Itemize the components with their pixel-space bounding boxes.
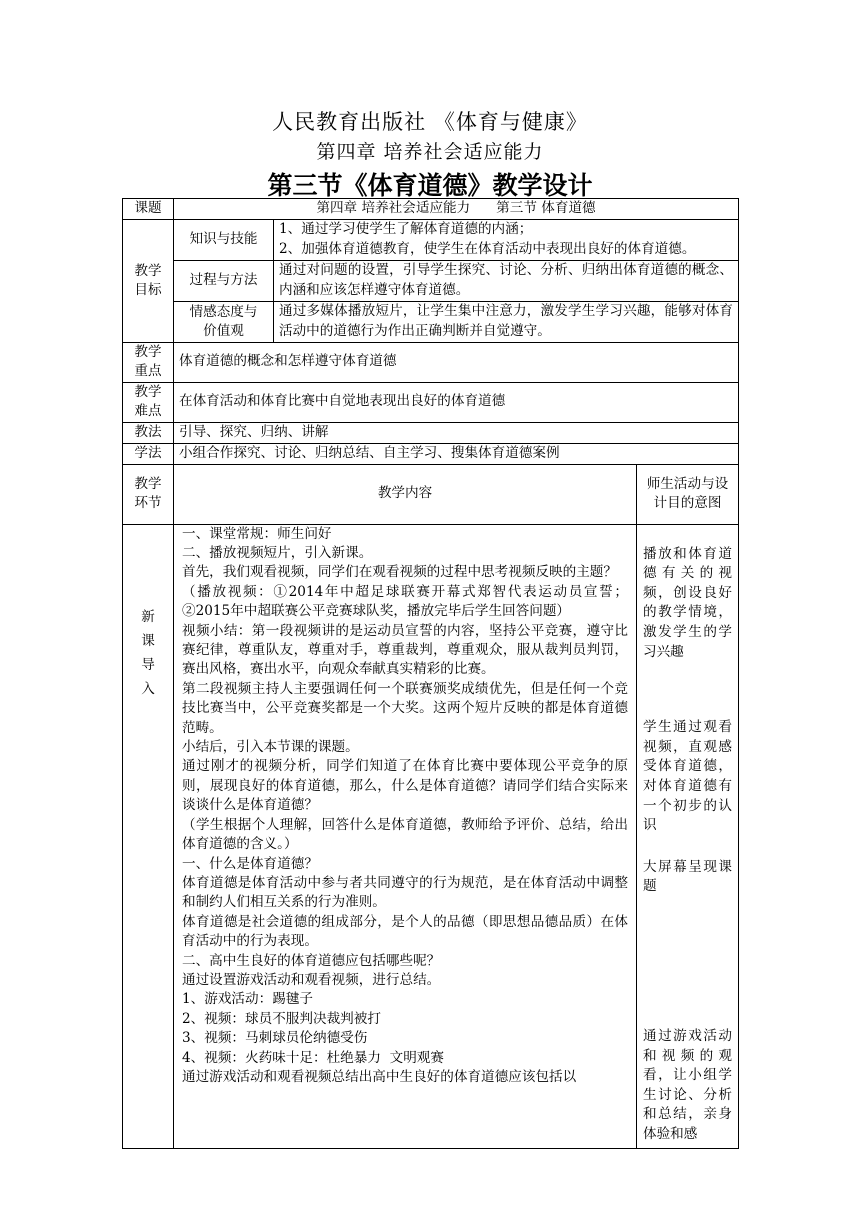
intro-line: 一、课堂常规：师生问好	[182, 525, 332, 542]
difficulty-row	[123, 382, 739, 422]
goal-row-process	[123, 260, 739, 301]
key-point-label: 教学 重点	[123, 342, 174, 382]
method-value: 引导、探究、归纳、讲解	[174, 422, 739, 443]
goal-text-process: 通过对问题的设置，引导学生探究、讨论、分析、归纳出体育道德的概念、内涵和应该怎样遵守体育道德。	[274, 260, 739, 301]
goal-label-knowledge: 知识与技能	[174, 219, 274, 260]
intro-line: 通过游戏活动和观看视频总结出高中生良好的体育道德应该包括以	[182, 1068, 577, 1085]
intro-line: 2、视频：球员不服判决裁判被打	[182, 1010, 381, 1027]
goal-text-knowledge: 1、通过学习使学生了解体育道德的内涵； 2、加强体育道德教育，使学生在体育活动中表现出良好的体育道德。	[274, 219, 739, 260]
goal-label-process: 过程与方法	[174, 260, 274, 301]
topic-row	[123, 199, 739, 220]
intro-line: 通过刚才的视频分析，同学们知道了在体育比赛中要体现公平竞争的原则，展现良好的体育道德，那么，什么是体育道德？请同学们结合实际来谈谈什么是体育道德？	[182, 758, 628, 814]
publisher-line: 人民教育出版社 《体育与健康》	[272, 110, 588, 134]
intro-line: 通过设置游戏活动和观看视频，进行总结。	[182, 971, 441, 988]
activity-note-1: 播放和体育道德有关的视频，创设良好的教学情境，激发学生的学习兴趣	[643, 545, 733, 660]
column-header-row	[123, 464, 739, 524]
activity-note-3: 大屏幕呈现课题	[643, 858, 733, 895]
intro-line: 二、高中生良好的体育道德应包括哪些呢？	[182, 952, 441, 969]
intro-line: 一、什么是体育道德？	[182, 855, 318, 872]
topic-label: 课题	[123, 199, 174, 220]
difficulty-label: 教学 难点	[123, 382, 174, 422]
key-point-value: 体育道德的概念和怎样遵守体育道德	[174, 342, 739, 382]
intro-line: 3、视频：马刺球员伦纳德受伤	[182, 1030, 368, 1047]
intro-line: （学生根据个人理解，回答什么是体育道德，教师给予评价、总结，给出体育道德的含义。）	[182, 816, 628, 853]
study-label: 学法	[123, 443, 174, 464]
study-row	[123, 443, 739, 464]
col-header-stage: 教学 环节	[123, 464, 174, 524]
goal-row-knowledge	[123, 219, 739, 260]
topic-value: 第四章 培养社会适应能力 第三节 体育道德	[174, 199, 739, 220]
intro-line: 1、游戏活动：踢毽子	[182, 991, 313, 1008]
intro-row	[123, 524, 739, 1149]
intro-line: （播放视频：①2014年中超足球联赛开幕式郑智代表运动员宣誓；②2015年中超联赛公平竞赛球队奖，播放完毕后学生回答问题）	[182, 583, 628, 620]
intro-line: 小结后，引入本节课的课题。	[182, 739, 359, 756]
difficulty-value: 在体育活动和体育比赛中自觉地表现出良好的体育道德	[174, 382, 739, 422]
lesson-plan-table	[122, 198, 739, 1149]
intro-stage-label: 新课导入	[141, 608, 155, 697]
method-row	[123, 422, 739, 443]
activity-note-4: 通过游戏活动和视频的观看，让小组学生讨论、分析和总结，亲身体验和感	[643, 1027, 733, 1142]
goals-label: 教学 目标	[123, 219, 174, 342]
goal-row-attitude	[123, 301, 739, 342]
intro-line: 二、播放视频短片，引入新课。	[182, 545, 373, 561]
goal-label-attitude: 情感态度与 价值观	[174, 301, 274, 342]
intro-line: 4、视频：火药味十足：杜绝暴力 文明观赛	[182, 1049, 444, 1066]
method-label: 教法	[123, 422, 174, 443]
intro-line: 视频小结：第一段视频讲的是运动员宣誓的内容，坚持公平竞赛，遵守比赛纪律，尊重队友，尊重对手，尊重裁判，尊重观众，服从裁判员判罚，赛出风格，赛出水平，向观众奉献真实精彩的比赛。	[182, 622, 628, 678]
goal-text-attitude: 通过多媒体播放短片，让学生集中注意力，激发学生学习兴趣，能够对体育活动中的道德行为作出正确判断并自觉遵守。	[274, 301, 739, 342]
activity-note-2: 学生通过观看视频，直观感受体育道德，对体育道德有一个初步的认识	[643, 719, 733, 834]
chapter-line: 第四章 培养社会适应能力	[316, 141, 544, 163]
intro-content-cell	[174, 524, 637, 1149]
intro-line: 体育道德是社会道德的组成部分，是个人的品德（即思想品德品质）在体育活动中的行为表现。	[182, 913, 628, 950]
intro-line: 体育道德是体育活动中参与者共同遵守的行为规范，是在体育活动中调整和制约人们相互关系的行为准则。	[182, 874, 628, 911]
document-title: 第三节《体育道德》教学设计	[267, 171, 593, 200]
study-value: 小组合作探究、讨论、归纳总结、自主学习、搜集体育道德案例	[174, 443, 739, 464]
col-header-activity: 师生活动与设计目的意图	[637, 464, 739, 524]
key-point-row	[123, 342, 739, 382]
intro-stage-cell	[123, 524, 174, 1149]
intro-line: 第二段视频主持人主要强调任何一个联赛颁奖成绩优先，但是任何一个竞技比赛当中，公平竞赛奖都是一个大奖。这两个短片反映的都是体育道德范畴。	[182, 680, 628, 736]
intro-line: 首先，我们观看视频，同学们在观看视频的过程中思考视频反映的主题？	[182, 564, 617, 581]
col-header-content: 教学内容	[174, 464, 637, 524]
intro-activity-cell	[637, 524, 739, 1149]
